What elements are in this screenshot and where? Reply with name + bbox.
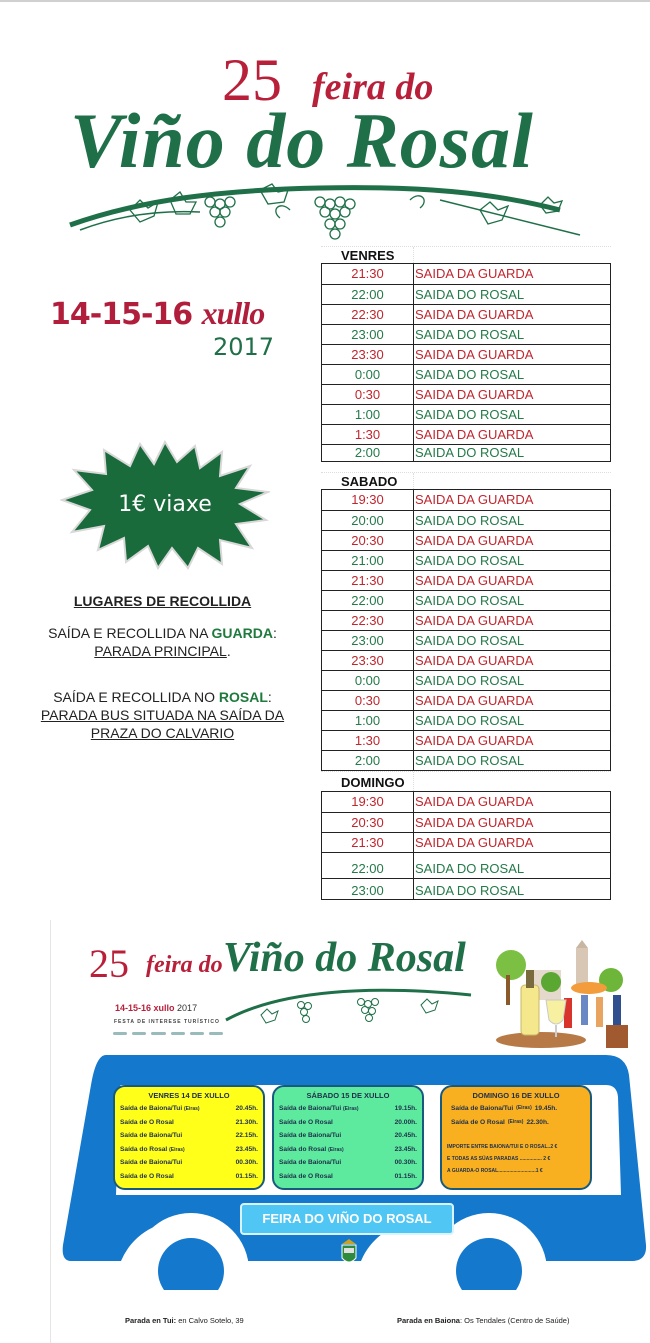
time-cell: 23:30 — [322, 345, 414, 364]
destination-cell: SAIDA DO ROSAL — [415, 673, 525, 688]
pickup-rosal-place: ROSAL — [218, 689, 268, 705]
stop-baiona — [397, 1316, 569, 1325]
card-row-time: 22.30h. — [526, 1118, 549, 1126]
time-cell: 21:30 — [322, 264, 414, 284]
destination-cell: SAIDA DA GUARDA — [415, 347, 534, 362]
pickup-guarda-stop: PARADA PRINCIPAL — [94, 643, 227, 659]
card-row-label: Saída do Rosal — [120, 1145, 168, 1153]
destination-cell: SAIDA DA GUARDA — [415, 533, 534, 548]
card-row-time: 19.45h. — [534, 1105, 558, 1112]
card-row — [279, 1170, 417, 1184]
day-heading-sabado: SABADO — [321, 472, 611, 489]
card-row-tag: (Eiras) — [516, 1105, 532, 1111]
table-row — [322, 324, 610, 344]
fare-note: E TODAS AS SÚAS PARADAS ................ 2 € — [447, 1156, 551, 1163]
destination-cell: SAIDA DA GUARDA — [415, 307, 534, 322]
table-row — [322, 404, 610, 424]
destination-cell: SAIDA DA GUARDA — [415, 794, 534, 809]
card-row-label: Saída de Baiona/Tui — [279, 1105, 342, 1112]
logo-title: Viño do Rosal — [70, 97, 534, 184]
card-row-label: Saída de Baiona/Tui — [120, 1159, 183, 1167]
table-row — [322, 730, 610, 750]
table-row — [322, 878, 610, 899]
table-row — [322, 570, 610, 590]
card-row-label: Saída do Rosal — [279, 1145, 327, 1153]
festival-year: 2017 — [213, 333, 275, 361]
crest-label: OROSAL — [337, 1268, 363, 1274]
destination-cell: SAIDA DA GUARDA — [415, 573, 534, 588]
time-cell: 19:30 — [322, 792, 414, 812]
pickup-guarda-colon: : — [272, 625, 277, 641]
table-row — [322, 690, 610, 710]
poster-title: Viño do Rosal — [223, 935, 466, 981]
time-cell: 0:00 — [322, 671, 414, 690]
table-row — [322, 750, 610, 770]
pickup-rosal-stop: PARADA BUS SITUADA NA SAÍDA DA PRAZA DO CALVARIO — [40, 707, 285, 741]
date-days: 14-15-16 — [50, 297, 193, 332]
destination-cell: SAIDA DA GUARDA — [415, 427, 534, 442]
destination-cell: SAIDA DA GUARDA — [415, 815, 534, 830]
destination-cell: SAIDA DO ROSAL — [415, 445, 525, 460]
pickup-rosal-colon: : — [267, 689, 272, 705]
time-cell: 23:30 — [322, 651, 414, 670]
table-row — [322, 650, 610, 670]
stop-baiona-place: : Os Tendales (Centro de Saúde) — [459, 1316, 570, 1325]
time-cell: 20:30 — [322, 531, 414, 550]
card-row-tag: (Eiras) — [184, 1106, 200, 1112]
stop-tui — [125, 1316, 244, 1325]
pickup-guarda — [20, 624, 305, 660]
table-row — [322, 812, 610, 832]
time-cell: 0:00 — [322, 365, 414, 384]
destination-cell: SAIDA DA GUARDA — [415, 387, 534, 402]
time-cell: 21:00 — [322, 551, 414, 570]
card-row-tag: (Eiras) — [507, 1118, 524, 1125]
time-cell: 21:30 — [322, 833, 414, 852]
card-row — [279, 1143, 417, 1157]
card-row — [279, 1102, 417, 1116]
time-cell: 23:00 — [322, 879, 414, 899]
time-cell: 21:30 — [322, 571, 414, 590]
table-row — [322, 530, 610, 550]
poster-year: 2017 — [177, 1003, 198, 1013]
schedule-card-domingo — [440, 1085, 592, 1190]
table-row — [322, 610, 610, 630]
poster-feira-text: feira do — [146, 952, 223, 978]
card-row — [120, 1129, 258, 1143]
time-cell: 23:00 — [322, 631, 414, 650]
grapevine-icon — [60, 180, 600, 240]
time-cell: 23:00 — [322, 325, 414, 344]
table-row — [322, 710, 610, 730]
sponsor-logos — [113, 1032, 223, 1038]
pickup-rosal-prefix: SAÍDA E RECOLLIDA NO — [53, 689, 219, 705]
table-row — [322, 590, 610, 610]
stop-tui-place: en Calvo Sotelo, 39 — [176, 1316, 244, 1325]
table-row — [322, 304, 610, 324]
pickup-guarda-place: GUARDA — [211, 625, 273, 641]
time-cell: 22:00 — [322, 853, 414, 878]
destination-cell: SAIDA DO ROSAL — [415, 593, 525, 608]
table-row — [322, 384, 610, 404]
time-cell: 22:00 — [322, 285, 414, 304]
destination-cell: SAIDA DO ROSAL — [415, 753, 525, 768]
time-cell: 20:00 — [322, 511, 414, 530]
pickup-locations — [20, 592, 305, 742]
card-row-label: Saída de Baiona/Tui — [451, 1105, 514, 1112]
destination-cell: SAIDA DO ROSAL — [415, 287, 525, 302]
card-row-time: 23.45h. — [235, 1145, 258, 1153]
wine-fair-illustration-icon — [491, 940, 629, 1048]
table-row — [322, 344, 610, 364]
card-row-label: Saída de O Rosal — [451, 1118, 505, 1126]
time-cell: 22:30 — [322, 305, 414, 324]
poster-subtitle: FESTA DE INTERESE TURÍSTICO — [114, 1019, 220, 1025]
time-cell: 1:00 — [322, 405, 414, 424]
card-row-time: 21.30h. — [235, 1118, 258, 1126]
table-row — [322, 490, 610, 510]
table-row — [322, 792, 610, 812]
bus-schedule-table — [321, 246, 611, 900]
destination-cell: SAIDA DA GUARDA — [415, 266, 534, 281]
card-row-label: Saída de Baiona/Tui — [279, 1159, 342, 1167]
destination-cell: SAIDA DO ROSAL — [415, 513, 525, 528]
festival-dates — [50, 295, 264, 332]
table-row — [322, 444, 610, 461]
card-row-tag: (Eiras) — [328, 1146, 344, 1153]
card-row-label: Saída de O Rosal — [279, 1172, 333, 1180]
time-cell: 19:30 — [322, 490, 414, 510]
card-row — [279, 1116, 417, 1130]
pickup-guarda-end: . — [226, 643, 231, 659]
card-row-time: 01.15h. — [394, 1172, 417, 1180]
card-row-label: Saída de Baiona/Tui — [120, 1105, 183, 1112]
schedule-card-venres — [113, 1085, 265, 1190]
card-row-tag: (Eiras) — [169, 1146, 185, 1153]
poster-edition-number: 25 — [89, 941, 129, 986]
card-row — [120, 1116, 258, 1130]
table-row — [322, 630, 610, 650]
destination-cell: SAIDA DO ROSAL — [415, 553, 525, 568]
card-row-label: Saída de O Rosal — [120, 1118, 174, 1126]
table-row — [322, 424, 610, 444]
time-cell: 0:30 — [322, 691, 414, 710]
destination-cell: SAIDA DA GUARDA — [415, 693, 534, 708]
table-row — [322, 364, 610, 384]
price-badge-label: 1€ viaxe — [118, 492, 212, 517]
card-row — [279, 1129, 417, 1143]
pickup-guarda-prefix: SAÍDA E RECOLLIDA NA — [48, 625, 212, 641]
time-cell: 0:30 — [322, 385, 414, 404]
time-cell: 2:00 — [322, 445, 414, 461]
day-heading-domingo: DOMINGO — [321, 771, 611, 791]
card-row-time: 00.30h. — [394, 1159, 417, 1167]
card-row — [447, 1116, 585, 1130]
destination-cell: SAIDA DA GUARDA — [415, 835, 534, 850]
card-title: VENRES 14 DE XULLO — [148, 1091, 230, 1100]
day-heading-venres: VENRES — [321, 246, 611, 263]
card-row-time: 20.45h. — [235, 1105, 258, 1112]
card-row — [120, 1170, 258, 1184]
stop-baiona-label: Parada en Baiona — [397, 1316, 460, 1325]
time-cell: 22:00 — [322, 591, 414, 610]
table-row — [322, 510, 610, 530]
card-row-time: 22.15h. — [235, 1132, 258, 1140]
stop-tui-label: Parada en Tui: — [125, 1316, 177, 1325]
table-row — [322, 264, 610, 284]
table-row — [322, 670, 610, 690]
card-row — [447, 1102, 585, 1116]
table-row — [322, 284, 610, 304]
card-row-label: Saída de O Rosal — [120, 1172, 174, 1180]
card-row-label: Saída de Baiona/Tui — [120, 1132, 183, 1140]
destination-cell: SAIDA DO ROSAL — [415, 861, 525, 876]
logo-feira-text: feira do — [312, 66, 434, 108]
table-row — [322, 852, 610, 878]
municipal-crest-icon — [339, 1238, 359, 1272]
card-row-time: 20.45h. — [394, 1132, 417, 1140]
table-row — [322, 550, 610, 570]
bus-banner: FEIRA DO VIÑO DO ROSAL — [240, 1203, 454, 1235]
time-cell: 22:30 — [322, 611, 414, 630]
card-row — [120, 1102, 258, 1116]
destination-cell: SAIDA DA GUARDA — [415, 492, 534, 507]
card-title: DOMINGO 16 DE XULLO — [472, 1091, 560, 1100]
poster-dates — [115, 1003, 197, 1013]
pickup-rosal — [20, 688, 305, 742]
top-border — [0, 0, 650, 2]
time-cell: 1:30 — [322, 425, 414, 444]
time-cell: 20:30 — [322, 813, 414, 832]
table-row — [322, 832, 610, 852]
schedule-venres — [321, 263, 611, 462]
card-row-label: Saída de O Rosal — [279, 1118, 333, 1126]
card-row-time: 01.15h. — [235, 1172, 258, 1180]
poster-dates-text: 14-15-16 xullo — [115, 1003, 175, 1013]
time-cell: 2:00 — [322, 751, 414, 770]
card-title: SÁBADO 15 DE XULLO — [306, 1091, 390, 1100]
destination-cell: SAIDA DA GUARDA — [415, 613, 534, 628]
pickup-heading: LUGARES DE RECOLLIDA — [73, 593, 252, 609]
schedule-sabado — [321, 489, 611, 771]
destination-cell: SAIDA DO ROSAL — [415, 367, 525, 382]
destination-cell: SAIDA DO ROSAL — [415, 407, 525, 422]
destination-cell: SAIDA DO ROSAL — [415, 633, 525, 648]
card-row-tag: (Eiras) — [343, 1106, 359, 1112]
card-row-time: 00.30h. — [235, 1159, 258, 1167]
card-row-time: 19.15h. — [394, 1105, 417, 1112]
fare-note: IMPORTE ENTRE BAIONA/TUI E O ROSAL..2 € — [447, 1144, 558, 1151]
time-cell: 1:30 — [322, 731, 414, 750]
poster-grapevine-icon — [221, 980, 481, 1035]
date-month: xullo — [201, 295, 265, 331]
destination-cell: SAIDA DA GUARDA — [415, 733, 534, 748]
schedule-domingo — [321, 791, 611, 900]
destination-cell: SAIDA DO ROSAL — [415, 327, 525, 342]
card-row — [120, 1156, 258, 1170]
card-row — [120, 1143, 258, 1157]
festival-logo — [0, 40, 650, 240]
fare-note: A GUARDA-O ROSAL...........................1 € — [447, 1168, 543, 1175]
card-row-time: 23.45h. — [394, 1145, 417, 1153]
destination-cell: SAIDA DA GUARDA — [415, 653, 534, 668]
time-cell: 1:00 — [322, 711, 414, 730]
destination-cell: SAIDA DO ROSAL — [415, 883, 525, 898]
card-row — [279, 1156, 417, 1170]
card-row-label: Saída de Baiona/Tui — [279, 1132, 342, 1140]
schedule-card-sabado — [272, 1085, 424, 1190]
card-row-time: 20.00h. — [394, 1118, 417, 1126]
destination-cell: SAIDA DO ROSAL — [415, 713, 525, 728]
logo-edition-number: 25 — [222, 47, 282, 113]
